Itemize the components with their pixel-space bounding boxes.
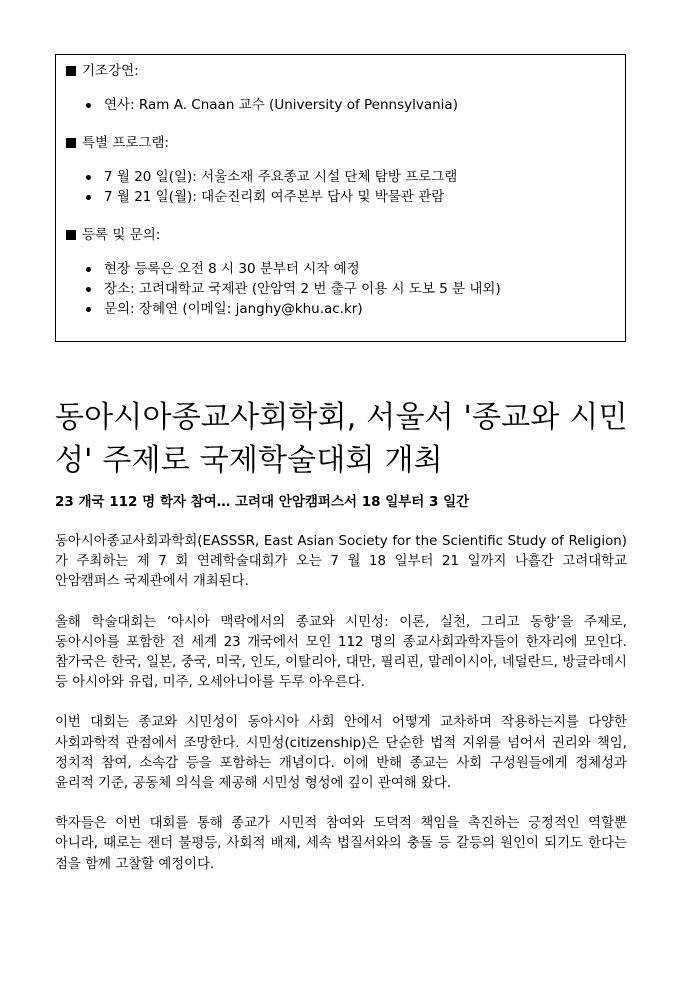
article-paragraph: 학자들은 이번 대회를 통해 종교가 시민적 참여와 도덕적 책임을 촉진하는 긍정적인 역할뿐 아니라, 때로는 젠더 불평등, 사회적 배제, 세속 법질서와의 충돌 등 갈등의 원인이 되기도 한다는 점을 함께 고찰할 예정이다. — [55, 816, 627, 872]
keynote-heading-text: 기조강연: — [82, 63, 139, 79]
registration-list — [66, 259, 615, 319]
list-item: 장소: 고려대학교 국제관 (안암역 2 번 출구 이용 시 도보 5 분 내외) — [66, 279, 615, 299]
special-program-heading — [66, 133, 615, 153]
article-paragraph: 동아시아종교사회과학회(EASSSR, East Asian Society for the Scientific Study of Religion)가 주최하는 제 7 회 연례학술대회가 오는 7 월 18 일부터 21 일까지 나흘간 고려대학교 안암캠퍼스 국제관에서 개최된다. — [55, 534, 627, 590]
bullet-icon — [86, 287, 91, 292]
black-square-icon — [66, 66, 76, 76]
bullet-icon — [86, 195, 91, 200]
article-body — [55, 532, 627, 895]
keynote-list — [66, 95, 615, 115]
bullet-icon — [86, 307, 91, 312]
black-square-icon — [66, 230, 76, 240]
bullet-icon — [86, 267, 91, 272]
special-program-list — [66, 167, 615, 207]
list-item: 문의: 장혜연 (이메일: janghy@khu.ac.kr) — [66, 299, 615, 319]
registration-heading — [66, 225, 615, 245]
list-item: 현장 등록은 오전 8 시 30 분부터 시작 예정 — [66, 259, 615, 279]
special-program-heading-text: 특별 프로그램: — [82, 135, 170, 151]
keynote-heading — [66, 61, 615, 81]
registration-heading-text: 등록 및 문의: — [82, 227, 161, 243]
article-headline: 동아시아종교사회학회, 서울서 '종교와 시민성' 주제로 국제학술대회 개최 — [55, 400, 628, 478]
article-paragraph: 올해 학술대회는 ‘아시아 맥락에서의 종교와 시민성: 이론, 실천, 그리고 동향’을 주제로, 동아시아를 포함한 전 세계 23 개국에서 모인 112 명의 종교사회과학자들이 한자리에 모인다. 참가국은 한국, 일본, 중국, 미국, 인도, 이탈리아, 대만, 필리핀, 말레이시아, 네덜란드, 방글라데시 등 아시아와 유럽, 미주, 오세아니아를 두루 아우른다. — [55, 614, 627, 691]
bullet-icon — [86, 103, 91, 108]
list-item: 7 월 21 일(월): 대순진리회 여주본부 답사 및 박물관 관람 — [66, 187, 615, 207]
list-item: 7 월 20 일(일): 서울소재 주요종교 시설 단체 탐방 프로그램 — [66, 167, 615, 187]
event-info-box — [55, 54, 626, 342]
list-item: 연사: Ram A. Cnaan 교수 (University of Pennsylvania) — [66, 95, 615, 115]
article-paragraph: 이번 대회는 종교와 시민성이 동아시아 사회 안에서 어떻게 교차하며 작용하는지를 다양한 사회과학적 관점에서 조망한다. 시민성(citizenship)은 단순한 법적 지위를 넘어서 권리와 책임, 정치적 참여, 소속감 등을 포함하는 개념이다. 이에 반해 종교는 사회 구성원들에게 정체성과 윤리적 기준, 공동체 의식을 제공해 시민성 형성에 깊이 관여해 왔다. — [55, 715, 627, 792]
black-square-icon — [66, 138, 76, 148]
bullet-icon — [86, 175, 91, 180]
article-subhead: 23 개국 112 명 학자 참여… 고려대 안암캠퍼스서 18 일부터 3 일간 — [55, 494, 470, 510]
